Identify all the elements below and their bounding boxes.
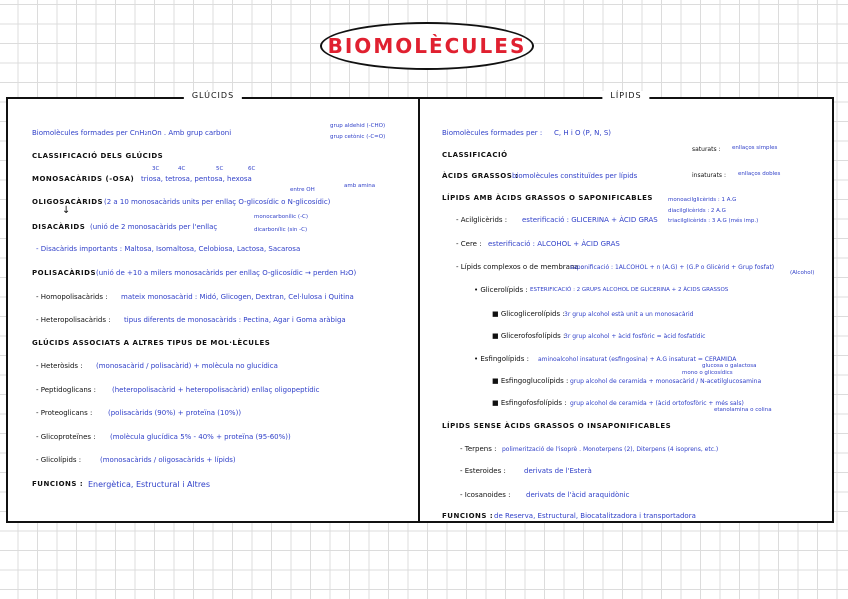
page-title: BIOMOLÈCULES: [327, 34, 527, 58]
lipids-complexos-note: (Alcohol): [790, 270, 815, 276]
glucids-heading: GLÚCIDS: [184, 91, 242, 100]
acilgliceridss-label: - Acilglicèrids :: [456, 216, 508, 224]
disac-di: dicarbonílic (sin -C): [254, 227, 308, 233]
heteropol-label: - Heteropolisacàrids :: [36, 316, 111, 324]
glicerofosfolipids-label: ■ Glicerofosfolípids :: [492, 332, 566, 340]
glicoproteines-text: (molècula glucídica 5% - 40% + proteïna (95-60%)): [110, 433, 291, 441]
proteoglicans-text: (polisacàrids (90%) + proteïna (10%)): [108, 409, 242, 417]
icosanoides-text: derivats de l'àcid araquidònic: [526, 491, 630, 499]
esfingolipids-text: aminoalcohol insaturat (esfingosina) + A.G insaturat = CERAMIDA: [538, 356, 737, 363]
glicerolipids-text: ESTERIFICACIÓ : 2 GRUPS ALCOHOL DE GLICERINA + 2 ÀCIDS GRASSOS: [530, 287, 729, 293]
homopol-label: - Homopolisacàrids :: [36, 293, 108, 301]
esteroides-text: derivats de l'Esterà: [524, 467, 592, 475]
glucids-intro: Biomolècules formades per CnH₂nOn . Amb grup carboni: [32, 129, 232, 137]
oligo-note-amina: amb amina: [344, 183, 376, 189]
lipids-complexos-text: saponificació : 1ALCOHOL + n (A.G) + (G.P o Glicèrid + Grup fosfat): [570, 264, 775, 271]
polisac-label: POLISACÀRIDS: [32, 269, 97, 277]
esfingofosfo-note: etanolamina o colina: [714, 407, 772, 413]
glucids-ceto: grup cetònic (-C=O): [330, 134, 386, 140]
glucids-aldehid: grup aldehid (-CHO): [330, 123, 386, 129]
peptidoglicans-label: - Peptidoglicans :: [36, 386, 97, 394]
disac-mono: monocarbonílic (-C): [254, 214, 309, 220]
esteroides-label: - Esteroides :: [460, 467, 506, 475]
title-oval: [320, 22, 534, 70]
saponificables-heading: LÍPIDS AMB ÀCIDS GRASSOS O SAPONIFICABLES: [442, 194, 653, 202]
lipids-intro-text: C, H i O (P, N, S): [554, 129, 611, 137]
glicoglicerolipids-text: 3r grup alcohol està unit a un monosacàrid: [564, 311, 694, 318]
polisac-text: (unió de +10 a milers monosacàrids per enllaç O-glicosídic → perden H₂O): [96, 269, 357, 277]
acids-grassos-label: ÀCIDS GRASSOS :: [442, 172, 519, 180]
monosac-label: MONOSACÀRIDS (-OSA): [32, 175, 135, 183]
glicoproteines-label: - Glicoproteïnes :: [36, 433, 96, 441]
heterosids-text: (monosacàrid / polisacàrid) + molècula no glucídica: [96, 362, 278, 370]
heterosids-label: - Heteròsids :: [36, 362, 83, 370]
triacilglicerids: triacilglicèrids : 3 A.G (més imp.): [668, 218, 759, 224]
disac-importants: - Disacàrids importants : Maltosa, Isomaltosa, Celobiosa, Lactosa, Sacarosa: [36, 245, 301, 253]
cere-text: esterificació : ALCOHOL + ÀCID GRAS: [488, 240, 620, 248]
glucids-funcions-text: Energètica, Estructural i Altres: [88, 480, 211, 489]
homopol-text: mateix monosacàrid : Midó, Glicogen, Dextran, Cel·lulosa i Quitina: [121, 293, 354, 301]
insaponificables-heading: LÍPIDS SENSE ÀCIDS GRASSOS O INSAPONIFICABLES: [442, 422, 672, 430]
lipids-classificacio: CLASSIFICACIÓ: [442, 151, 508, 159]
esfingolipids-label: • Esfingolípids :: [474, 355, 529, 363]
proteoglicans-label: - Proteoglicans :: [36, 409, 93, 417]
monosac-count-6: 6C: [248, 166, 256, 172]
oligo-label: OLIGOSACÀRIDS: [32, 198, 104, 206]
esfingofosfolipids-text: grup alcohol de ceramida + (àcid ortofosfòric + més sals): [570, 400, 744, 407]
oligo-note-oh: entre OH: [290, 187, 315, 193]
glucids-funcions-label: FUNCIONS :: [32, 480, 84, 488]
glicolipids-label: - Glicolípids :: [36, 456, 82, 464]
esfingoglucolipids-label: ■ Esfingoglucolípids :: [492, 377, 569, 385]
lipids-complexos-label: - Lípids complexos o de membrana :: [456, 263, 584, 271]
lipids-panel: [418, 91, 834, 523]
glicerofosfolipids-text: 3r grup alcohol + àcid fosfòric = àcid fosfatídic: [564, 333, 706, 340]
lipids-funcions-label: FUNCIONS :: [442, 512, 494, 520]
diacilglicerids: diacilglicèrids : 2 A.G: [668, 208, 726, 214]
lipids-funcions-text: de Reserva, Estructural, Biocatalitzadora i transportadora: [494, 512, 696, 520]
down-arrow-icon: ↓: [62, 205, 71, 216]
lipids-intro-label: Biomolècules formades per :: [442, 129, 543, 137]
esfingoglucolipids-text: grup alcohol de ceramida + monosacàrid / N-acetilglucosamina: [570, 378, 762, 385]
acilglicerids-text: esterificació : GLICERINA + ÀCID GRAS: [522, 216, 658, 224]
glicolipids-text: (monosacàrids / oligosacàrids + lípids): [100, 456, 236, 464]
monosac-count-4: 4C: [178, 166, 186, 172]
esfingo-note-1: glucosa o galactosa: [702, 363, 757, 369]
esfingofosfolipids-label: ■ Esfingofosfolípids :: [492, 399, 567, 407]
saturats-label: saturats :: [692, 146, 721, 153]
monosac-count-5: 5C: [216, 166, 224, 172]
terpens-label: - Terpens :: [460, 445, 497, 453]
insaturats-text: enllaços dobles: [738, 171, 781, 177]
acids-grassos-text: biomolècules constituïdes per lípids: [512, 172, 638, 180]
glucids-panel: [6, 91, 420, 523]
monosac-text: triosa, tetrosa, pentosa, hexosa: [141, 175, 252, 183]
glicerolipids-label: • Glicerolípids :: [474, 286, 528, 294]
disac-label: DISACÀRIDS: [32, 223, 86, 231]
terpens-text: polimerització de l'isoprè . Monoterpens (2), Diterpens (4 isoprens, etc.): [502, 446, 719, 453]
glucids-classificacio: CLASSIFICACIÓ DELS GLÚCIDS: [32, 152, 164, 160]
saturats-text: enllaços simples: [732, 145, 778, 151]
icosanoides-label: - Icosanoides :: [460, 491, 511, 499]
glicoglicerolipids-label: ■ Glicoglicerolípids :: [492, 310, 565, 318]
disac-text: (unió de 2 monosacàrids per l'enllaç: [90, 223, 218, 231]
assoc-heading: GLÚCIDS ASSOCIATS A ALTRES TIPUS DE MOL·LÈCULES: [32, 339, 271, 347]
peptidoglicans-text: (heteropolisacàrid + heteropolisacàrid) enllaç oligopeptídic: [112, 386, 320, 394]
esfingo-note-2: mono o glicosídics: [682, 370, 733, 376]
cere-label: - Cere :: [456, 240, 482, 248]
insaturats-label: insaturats :: [692, 172, 726, 179]
monoacilglicerids: monoacilglicèrids : 1 A.G: [668, 197, 737, 203]
lipids-heading: LÍPIDS: [602, 91, 649, 100]
heteropol-text: tipus diferents de monosacàrids : Pectina, Agar i Goma aràbiga: [124, 316, 346, 324]
monosac-count-3: 3C: [152, 166, 160, 172]
oligo-text: (2 a 10 monosacàrids units per enllaç O-glicosídic o N-glicosídic): [104, 198, 331, 206]
